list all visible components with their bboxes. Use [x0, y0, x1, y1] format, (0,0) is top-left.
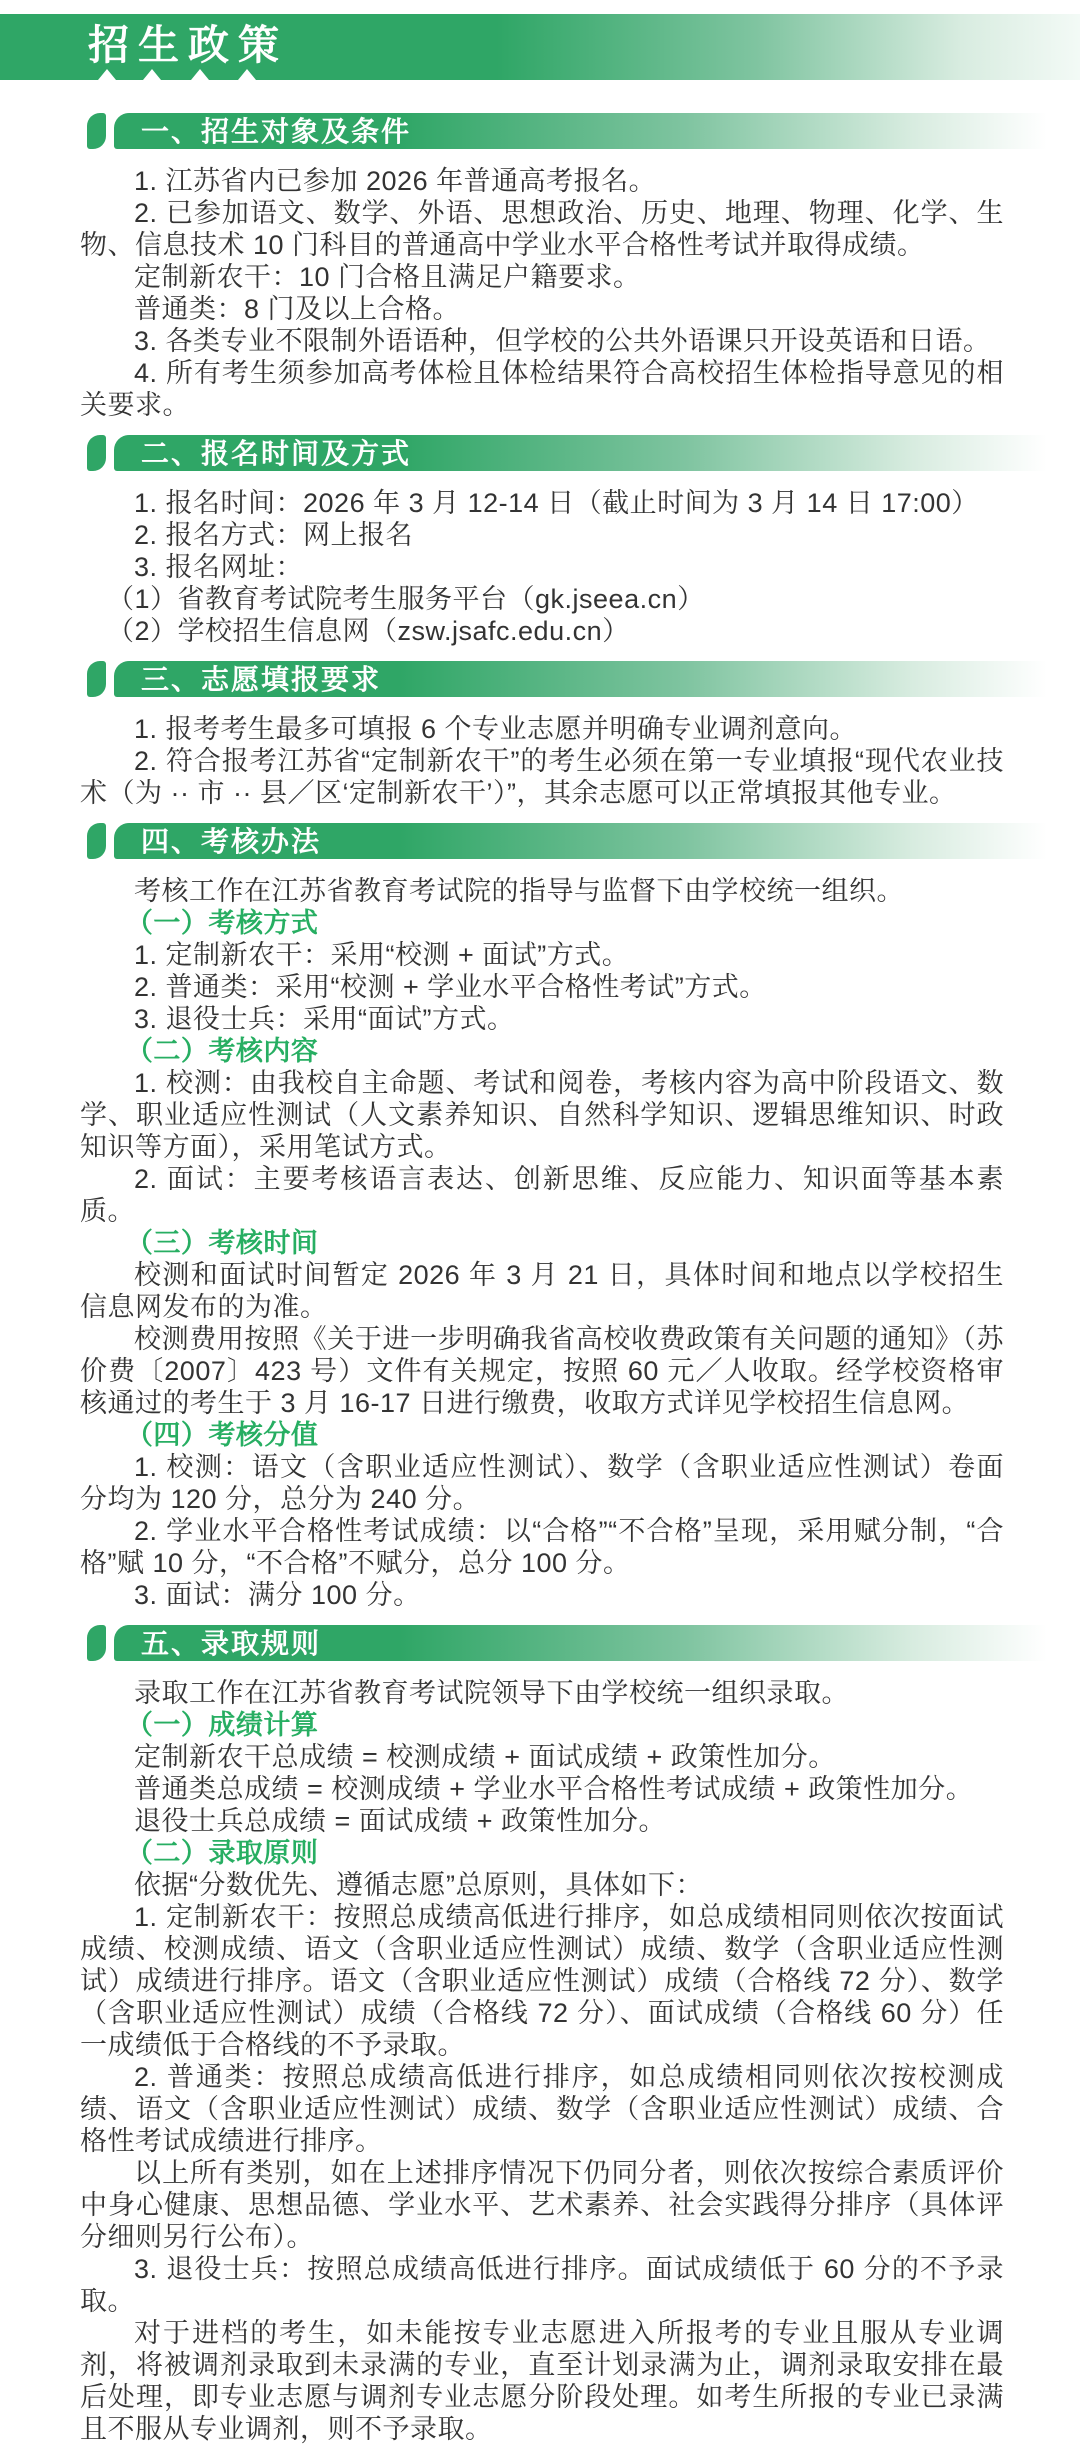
leaf-accent-icon — [87, 661, 106, 697]
paragraph: 2. 报名方式：网上报名 — [134, 520, 414, 550]
paragraph: 1. 校测：由我校自主命题、考试和阅卷，考核内容为高中阶段语文、数学、职业适应性测试（人文素养知识、自然科学知识、逻辑思维知识、时政知识等方面），采用笔试方式。 — [80, 1068, 1004, 1162]
section-title-bar — [114, 823, 1066, 859]
paragraph: 普通类：8 门及以上合格。 — [134, 294, 461, 324]
section-header — [87, 823, 1080, 859]
paragraph: 2. 已参加语文、数学、外语、思想政治、历史、地理、物理、化学、生物、信息技术 10 门科目的普通高中学业水平合格性考试并取得成绩。 — [80, 198, 1004, 260]
paragraph: 1. 定制新农干：按照总成绩高低进行排序，如总成绩相同则依次按面试成绩、校测成绩、语文（含职业适应性测试）成绩、数学（含职业适应性测试）成绩进行排序。语文（含职业适应性测试）成绩（合格线 72 分）、数学（含职业适应性测试）成绩（合格线 72 分）、面试成绩（合格线 60 分）任一成绩低于合格线的不予录取。 — [80, 1902, 1004, 2060]
section-title: 一、招生对象及条件 — [141, 116, 412, 147]
notch-icon — [98, 69, 116, 80]
leaf-accent-icon — [87, 435, 106, 471]
paragraph: 4. 所有考生须参加高考体检且体检结果符合高校招生体检指导意见的相关要求。 — [80, 358, 1004, 420]
notch-icon — [191, 69, 209, 80]
subheading: （四）考核分值 — [125, 1420, 319, 1450]
paragraph: 3. 各类专业不限制外语语种，但学校的公共外语课只开设英语和日语。 — [134, 326, 991, 356]
paragraph: 以上所有类别，如在上述排序情况下仍同分者，则依次按综合素质评价中身心健康、思想品德、学业水平、艺术素养、社会实践得分排序（具体评分细则另行公布）。 — [80, 2158, 1004, 2252]
section-header — [87, 1625, 1080, 1661]
paragraph: 考核工作在江苏省教育考试院的指导与监督下由学校统一组织。 — [134, 876, 904, 906]
subheading: （二）考核内容 — [125, 1036, 319, 1066]
paragraph: 3. 退役士兵：采用“面试”方式。 — [134, 1004, 515, 1034]
notch-icon — [143, 69, 161, 80]
section-title-bar — [114, 661, 1066, 697]
content — [0, 113, 1080, 2445]
paragraph: 1. 校测：语文（含职业适应性测试）、数学（含职业适应性测试）卷面分均为 120 分，总分为 240 分。 — [80, 1452, 1004, 1514]
notch-icon — [238, 69, 256, 80]
paragraph: 1. 报考考生最多可填报 6 个专业志愿并明确专业调剂意向。 — [134, 714, 858, 744]
leaf-accent-icon — [87, 823, 106, 859]
paragraph: 1. 江苏省内已参加 2026 年普通高考报名。 — [134, 166, 657, 196]
paragraph: 3. 面试：满分 100 分。 — [134, 1580, 421, 1610]
leaf-accent-icon — [87, 113, 106, 149]
paragraph: 对于进档的考生，如未能按专业志愿进入所报考的专业且服从专业调剂，将被调剂录取到未录满的专业，直至计划录满为止，调剂录取安排在最后处理，即专业志愿与调剂专业志愿分阶段处理。如考生所报的专业已录满且不服从专业调剂，则不予录取。 — [80, 2318, 1004, 2444]
paragraph: 录取工作在江苏省教育考试院领导下由学校统一组织录取。 — [134, 1678, 849, 1708]
paragraph: （2）学校招生信息网（zsw.jsafc.edu.cn） — [107, 616, 630, 646]
section-header — [87, 435, 1080, 471]
section — [0, 435, 1080, 647]
section-title: 五、录取规则 — [141, 1628, 322, 1659]
paragraph: 退役士兵总成绩 = 面试成绩 + 政策性加分。 — [134, 1806, 667, 1836]
section — [0, 823, 1080, 1611]
paragraph: 2. 普通类：采用“校测 + 学业水平合格性考试”方式。 — [134, 972, 767, 1002]
paragraph: 3. 报名网址： — [134, 552, 304, 582]
section-title-bar — [114, 113, 1066, 149]
section-title: 四、考核办法 — [141, 826, 322, 857]
section-header — [87, 661, 1080, 697]
section-title: 三、志愿填报要求 — [141, 664, 382, 695]
subheading: （三）考核时间 — [125, 1228, 319, 1258]
section-title-bar — [114, 1625, 1066, 1661]
section — [0, 113, 1080, 421]
subheading: （一）成绩计算 — [125, 1710, 319, 1740]
section-header — [87, 113, 1080, 149]
paragraph: 1. 定制新农干：采用“校测 + 面试”方式。 — [134, 940, 630, 970]
paragraph: （1）省教育考试院考生服务平台（gk.jseea.cn） — [107, 584, 705, 614]
paragraph: 定制新农干：10 门合格且满足户籍要求。 — [134, 262, 641, 292]
subheading: （二）录取原则 — [125, 1838, 319, 1868]
page-title: 招生政策 — [88, 21, 288, 68]
section — [0, 1625, 1080, 2445]
paragraph: 2. 普通类：按照总成绩高低进行排序，如总成绩相同则依次按校测成绩、语文（含职业适应性测试）成绩、数学（含职业适应性测试）成绩、合格性考试成绩进行排序。 — [80, 2062, 1004, 2156]
page-title-banner — [0, 14, 1080, 80]
paragraph: 2. 符合报考江苏省“定制新农干”的考生必须在第一专业填报“现代农业技术（为 ·· 市 ·· 县／区‘定制新农干’）”，其余志愿可以正常填报其他专业。 — [80, 746, 1004, 808]
page — [0, 14, 1080, 2450]
paragraph: 2. 面试：主要考核语言表达、创新思维、反应能力、知识面等基本素质。 — [80, 1164, 1004, 1226]
paragraph: 定制新农干总成绩 = 校测成绩 + 面试成绩 + 政策性加分。 — [134, 1742, 836, 1772]
paragraph: 普通类总成绩 = 校测成绩 + 学业水平合格性考试成绩 + 政策性加分。 — [134, 1774, 974, 1804]
paragraph: 3. 退役士兵：按照总成绩高低进行排序。面试成绩低于 60 分的不予录取。 — [80, 2254, 1004, 2316]
paragraph: 校测和面试时间暂定 2026 年 3 月 21 日，具体时间和地点以学校招生信息网发布的为准。 — [80, 1260, 1004, 1322]
section-title: 二、报名时间及方式 — [141, 438, 412, 469]
leaf-accent-icon — [87, 1625, 106, 1661]
paragraph: 校测费用按照《关于进一步明确我省高校收费政策有关问题的通知》（苏价费〔2007〕423 号）文件有关规定，按照 60 元／人收取。经学校资格审核通过的考生于 3 月 16-17 日进行缴费，收取方式详见学校招生信息网。 — [80, 1324, 1004, 1418]
paragraph: 依据“分数优先、遵循志愿”总原则，具体如下： — [134, 1870, 703, 1900]
section — [0, 661, 1080, 809]
paragraph: 2. 学业水平合格性考试成绩：以“合格”“不合格”呈现，采用赋分制，“合格”赋 10 分，“不合格”不赋分，总分 100 分。 — [80, 1516, 1004, 1578]
paragraph: 1. 报名时间：2026 年 3 月 12-14 日（截止时间为 3 月 14 日 17:00） — [134, 488, 979, 518]
subheading: （一）考核方式 — [125, 908, 319, 938]
section-title-bar — [114, 435, 1066, 471]
